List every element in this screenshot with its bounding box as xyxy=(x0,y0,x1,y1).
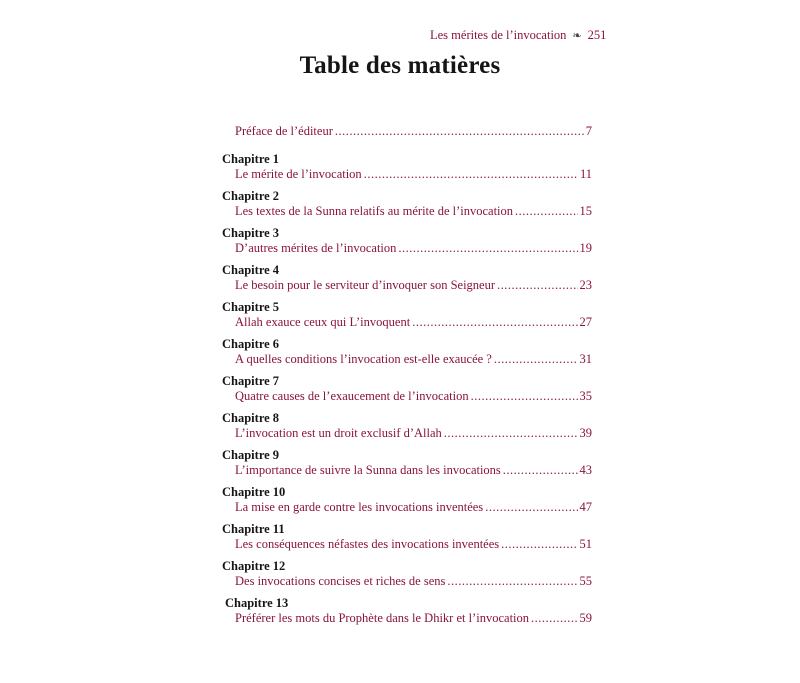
toc-entry[interactable] xyxy=(220,167,592,182)
toc-entry[interactable] xyxy=(220,241,592,256)
toc-entry-page: 7 xyxy=(585,124,592,138)
toc-entry-title: Des invocations concises et riches de sens xyxy=(235,574,446,588)
dot-leader xyxy=(447,574,577,589)
toc-chapter xyxy=(220,263,592,293)
dot-leader xyxy=(501,537,577,552)
toc-chapter xyxy=(220,337,592,367)
toc-chapter xyxy=(220,152,592,182)
dot-leader xyxy=(531,611,577,626)
chapter-label: Chapitre 13 xyxy=(225,596,289,610)
toc-entry-page: 19 xyxy=(579,241,592,255)
toc-entry-page: 47 xyxy=(579,500,592,514)
dot-leader xyxy=(471,389,578,404)
running-header-title: Les mérites de l’invocation xyxy=(430,28,567,42)
toc-entry-title: Le mérite de l’invocation xyxy=(235,167,362,181)
toc-chapter xyxy=(220,485,592,515)
toc-chapter xyxy=(220,559,592,589)
toc-chapter xyxy=(220,596,592,626)
toc-entry-title: Quatre causes de l’exaucement de l’invocation xyxy=(235,389,469,403)
dot-leader xyxy=(485,500,577,515)
toc-entry-page: 59 xyxy=(579,611,592,625)
chapter-label: Chapitre 12 xyxy=(222,559,286,573)
toc-entry[interactable] xyxy=(220,204,592,219)
toc-entry-preface[interactable] xyxy=(220,124,592,139)
toc-chapter xyxy=(220,189,592,219)
chapter-label: Chapitre 9 xyxy=(222,448,280,462)
chapter-label: Chapitre 4 xyxy=(222,263,280,277)
toc-entry-title: Les conséquences néfastes des invocations inventées xyxy=(235,537,500,551)
toc-entry-page: 55 xyxy=(579,574,592,588)
dot-leader xyxy=(503,463,578,478)
toc-entry[interactable] xyxy=(220,537,592,552)
toc-entry[interactable] xyxy=(220,574,592,589)
toc-entry[interactable] xyxy=(220,389,592,404)
toc-entry-title: Allah exauce ceux qui L’invoquent xyxy=(235,315,411,329)
toc-chapter xyxy=(220,411,592,441)
toc-entry-title: L’importance de suivre la Sunna dans les invocations xyxy=(235,463,501,477)
toc-chapter xyxy=(220,448,592,478)
toc-entry-page: 15 xyxy=(579,204,592,218)
toc-entry[interactable] xyxy=(220,315,592,330)
chapter-label: Chapitre 8 xyxy=(222,411,280,425)
dot-leader xyxy=(412,315,577,330)
dot-leader xyxy=(515,204,577,219)
toc-chapter xyxy=(220,300,592,330)
toc-entry-title: Le besoin pour le serviteur d’invoquer son Seigneur xyxy=(235,278,496,292)
toc-entry-page: 51 xyxy=(579,537,592,551)
toc-entry-page: 23 xyxy=(579,278,592,292)
toc-entry-page: 43 xyxy=(579,463,592,477)
toc-entry-title: Préférer les mots du Prophète dans le Dhikr et l’invocation xyxy=(235,611,530,625)
chapter-label: Chapitre 6 xyxy=(222,337,280,351)
dot-leader xyxy=(335,124,584,139)
toc-entry-page: 11 xyxy=(579,167,592,181)
table-of-contents xyxy=(220,118,592,633)
toc-entry-title: Les textes de la Sunna relatifs au mérite de l’invocation xyxy=(235,204,514,218)
dot-leader xyxy=(364,167,578,182)
dot-leader xyxy=(444,426,578,441)
toc-chapter xyxy=(220,374,592,404)
chapter-label: Chapitre 11 xyxy=(222,522,285,536)
dot-leader xyxy=(494,352,578,367)
chapter-list xyxy=(220,152,592,626)
chapter-label: Chapitre 2 xyxy=(222,189,280,203)
toc-entry[interactable] xyxy=(220,278,592,293)
chapter-label: Chapitre 7 xyxy=(222,374,280,388)
chapter-label: Chapitre 3 xyxy=(222,226,280,240)
running-header-page-number: 251 xyxy=(587,28,607,42)
toc-entry[interactable] xyxy=(220,500,592,515)
toc-entry-page: 35 xyxy=(579,389,592,403)
dot-leader xyxy=(497,278,577,293)
toc-entry[interactable] xyxy=(220,611,592,626)
toc-entry-title: L’invocation est un droit exclusif d’Allah xyxy=(235,426,442,440)
toc-entry-title: D’autres mérites de l’invocation xyxy=(235,241,397,255)
toc-entry-page: 31 xyxy=(579,352,592,366)
toc-entry[interactable] xyxy=(220,352,592,367)
running-header xyxy=(430,28,606,43)
toc-entry-title: Préface de l’éditeur xyxy=(235,124,333,138)
chapter-label: Chapitre 10 xyxy=(222,485,286,499)
toc-chapter xyxy=(220,226,592,256)
toc-entry[interactable] xyxy=(220,463,592,478)
toc-chapter xyxy=(220,522,592,552)
toc-entry-page: 27 xyxy=(579,315,592,329)
page-title: Table des matières xyxy=(299,52,501,79)
toc-entry[interactable] xyxy=(220,426,592,441)
chapter-label: Chapitre 5 xyxy=(222,300,280,314)
toc-entry-title: A quelles conditions l’invocation est-elle exaucée ? xyxy=(235,352,492,366)
fleuron-icon: ❧ xyxy=(572,30,582,42)
chapter-label: Chapitre 1 xyxy=(222,152,280,166)
toc-entry-page: 39 xyxy=(579,426,592,440)
dot-leader xyxy=(398,241,577,256)
toc-entry-title: La mise en garde contre les invocations inventées xyxy=(235,500,484,514)
